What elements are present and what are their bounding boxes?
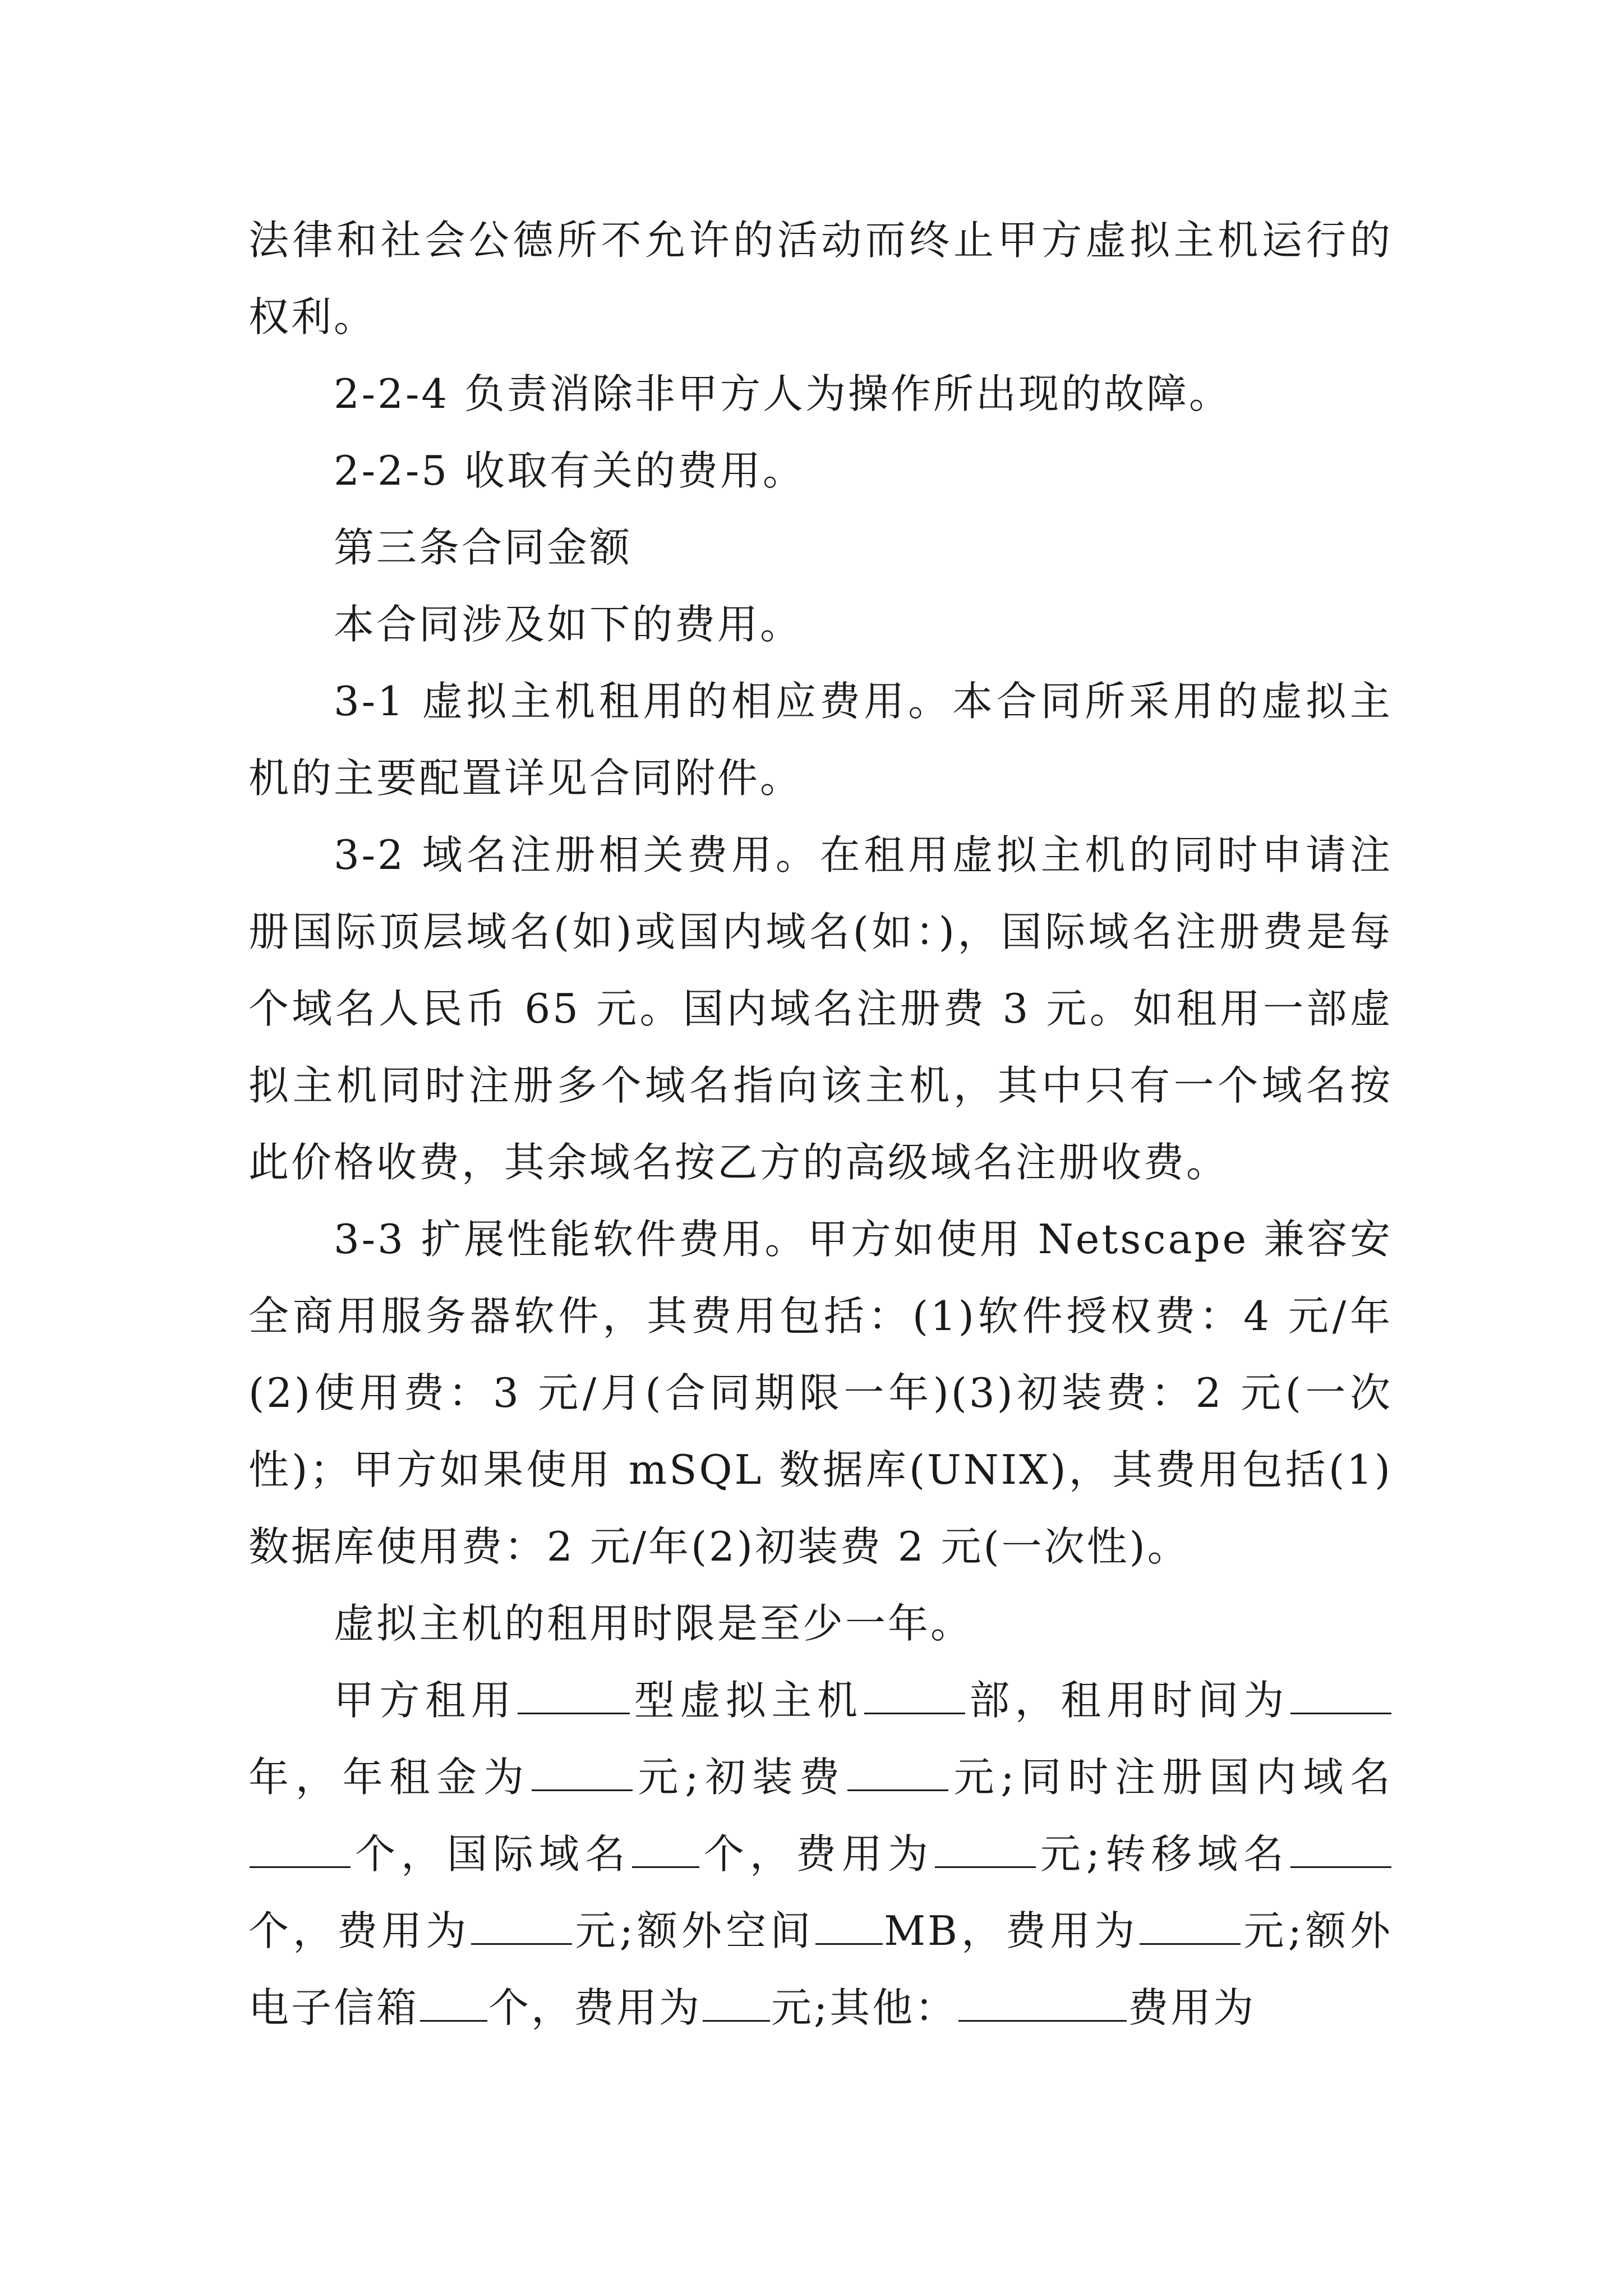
blank-field[interactable] xyxy=(1290,1827,1391,1868)
blank-field[interactable] xyxy=(847,1750,948,1791)
form-text: 费用为 xyxy=(1128,1984,1256,2031)
blank-field[interactable] xyxy=(935,1827,1036,1868)
paragraph: 2-2-5 收取有关的费用。 xyxy=(334,447,805,494)
blank-field[interactable] xyxy=(420,1981,487,2022)
form-text: 元;额外空间 xyxy=(573,1907,815,1954)
blank-field[interactable] xyxy=(1140,1904,1241,1945)
paragraph: 法律和社会公德所不允许的活动而终止甲方虚拟主机运行的权利。 xyxy=(248,217,1393,341)
form-text: 元;初装费 xyxy=(633,1754,846,1801)
form-text: 个，国际域名 xyxy=(352,1830,631,1878)
form-text: 元;同时注册国内域名 xyxy=(949,1754,1393,1801)
form-text: 型虚拟主机 xyxy=(631,1677,863,1724)
document-body xyxy=(248,202,1393,2046)
paragraph: 3-3 扩展性能软件费用。甲方如使用 Netscape 兼容安全商用服务器软件，其费用包括：(1)软件授权费：4 元/年(2)使用费：3 元/月(合同期限一年)(3)初装费：2 元(一次性)；甲方如果使用 mSQL 数据库(UNIX)，其费用包括(1)数据库使用费：2 元/年(2)初装费 2 元(一次性)。 xyxy=(248,1216,1393,1570)
blank-field[interactable] xyxy=(532,1750,633,1791)
paragraph: 2-2-4 负责消除非甲方人为操作所出现的故障。 xyxy=(334,370,1232,417)
section-heading: 第三条合同金额 xyxy=(334,524,633,571)
blank-field[interactable] xyxy=(815,1904,883,1945)
form-text: 个，费用为 xyxy=(700,1830,934,1878)
form-text: MB，费用为 xyxy=(884,1907,1139,1954)
paragraph: 3-1 虚拟主机租用的相应费用。本合同所采用的虚拟主机的主要配置详见合同附件。 xyxy=(248,678,1393,802)
form-text: 元;其他： xyxy=(771,1984,958,2031)
form-text: 年，年租金为 xyxy=(248,1754,531,1801)
form-text: 个，费用为 xyxy=(248,1907,471,1954)
paragraph: 虚拟主机的租用时限是至少一年。 xyxy=(334,1600,974,1647)
blank-field[interactable] xyxy=(703,1981,770,2022)
form-text: 元;额外电子信箱 xyxy=(248,1907,1393,2031)
form-text: 甲方租用 xyxy=(334,1677,517,1724)
form-text: 元;转移域名 xyxy=(1036,1830,1289,1878)
form-text: 个，费用为 xyxy=(488,1984,702,2031)
paragraph: 3-2 域名注册相关费用。在租用虚拟主机的同时申请注册国际顶层域名(如)或国内域名(如：)，国际域名注册费是每个域名人民币 65 元。国内域名注册费 3 元。如租用一部虚拟主机同时注册多个域名指向该主机，其中只有一个域名按此价格收费，其余域名按乙方的高级域名注册收费。 xyxy=(248,831,1393,1186)
paragraph: 本合同涉及如下的费用。 xyxy=(334,601,803,648)
blank-field[interactable] xyxy=(864,1673,965,1714)
fill-in-form-paragraph xyxy=(248,1662,1393,2046)
blank-field[interactable] xyxy=(958,1981,1127,2022)
blank-field[interactable] xyxy=(518,1673,630,1714)
blank-field[interactable] xyxy=(471,1904,572,1945)
form-text: 部，租用时间为 xyxy=(966,1677,1289,1724)
blank-field[interactable] xyxy=(1290,1673,1391,1714)
blank-field[interactable] xyxy=(632,1827,699,1868)
blank-field[interactable] xyxy=(250,1827,351,1868)
